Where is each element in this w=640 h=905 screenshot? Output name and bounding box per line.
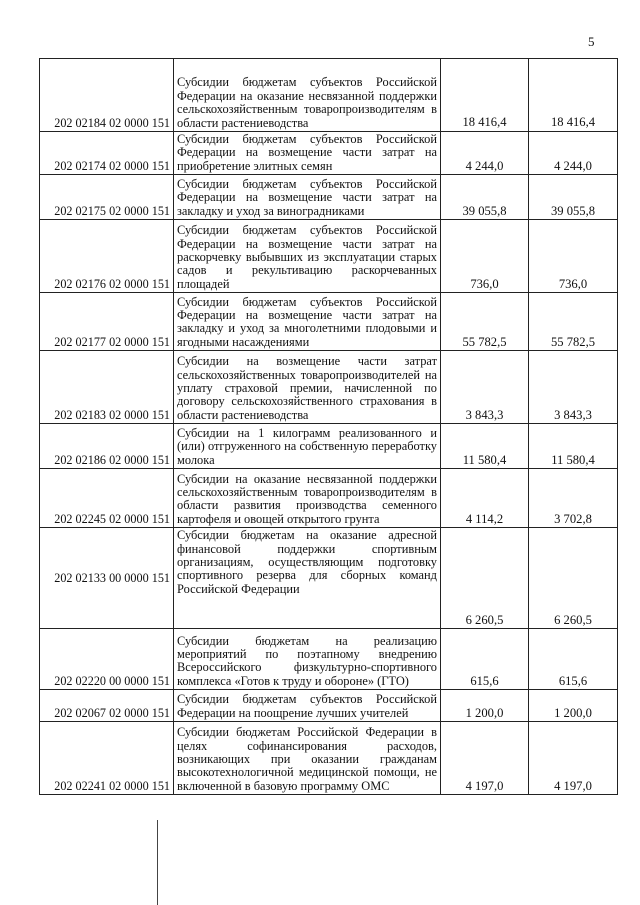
subsidy-name: Субсидии на возмещение части затрат сельскохозяйственных товаропроизводителей на уплату страховой премии, начисленной по договору сельскохозяйственного страхования в области растениеводства: [174, 351, 441, 424]
table-row: [40, 59, 618, 132]
subsidy-name: Субсидии бюджетам субъектов Российской Федерации на оказание несвязанной поддержки сельскохозяйственным товаропроизводителям в области растениеводства: [174, 59, 441, 132]
budget-code: 202 02067 02 0000 151: [40, 690, 174, 722]
subsidy-name: Субсидии бюджетам субъектов Российской Федерации на возмещение части затрат на закладку и уход за виноградниками: [174, 175, 441, 220]
amount-1: 4 244,0: [441, 132, 529, 175]
subsidy-name: Субсидии на оказание несвязанной поддержки сельскохозяйственным товаропроизводителям в области развития производства семенного картофеля и овощей открытого грунта: [174, 469, 441, 528]
amount-2: 55 782,5: [529, 293, 618, 351]
amount-2: 4 197,0: [529, 722, 618, 795]
subsidy-name: Субсидии бюджетам субъектов Российской Федерации на возмещение части затрат на приобретение элитных семян: [174, 132, 441, 175]
table-row: [40, 220, 618, 293]
subsidy-name: Субсидии бюджетам Российской Федерации в целях софинансирования расходов, возникающих при оказании гражданам высокотехнологичной медицинской помощи, не включенной в базовую программу ОМС: [174, 722, 441, 795]
table-row: [40, 351, 618, 424]
amount-2: 736,0: [529, 220, 618, 293]
amount-1: 736,0: [441, 220, 529, 293]
subsidy-name: Субсидии бюджетам на реализацию мероприятий по поэтапному внедрению Всероссийского физкультурно-спортивного комплекса «Готов к труду и обороне» (ГТО): [174, 629, 441, 690]
budget-code: 202 02245 02 0000 151: [40, 469, 174, 528]
budget-code: 202 02133 00 0000 151: [40, 528, 174, 629]
table-row: [40, 629, 618, 690]
table-row: [40, 424, 618, 469]
amount-1: 4 114,2: [441, 469, 529, 528]
amount-1: 11 580,4: [441, 424, 529, 469]
budget-code: 202 02175 02 0000 151: [40, 175, 174, 220]
subsidy-name: Субсидии бюджетам на оказание адресной финансовой поддержки спортивным организациям, осуществляющим подготовку спортивного резерва для сборных команд Российской Федерации: [174, 528, 441, 629]
budget-code: 202 02177 02 0000 151: [40, 293, 174, 351]
subsidy-name: Субсидии бюджетам субъектов Российской Федерации на поощрение лучших учителей: [174, 690, 441, 722]
budget-code: 202 02220 00 0000 151: [40, 629, 174, 690]
amount-2: 1 200,0: [529, 690, 618, 722]
amount-2: 4 244,0: [529, 132, 618, 175]
table-row: [40, 469, 618, 528]
budget-table: [39, 58, 618, 795]
subsidy-name: Субсидии на 1 килограмм реализованного и (или) отгруженного на собственную переработку молока: [174, 424, 441, 469]
amount-1: 39 055,8: [441, 175, 529, 220]
budget-code: 202 02241 02 0000 151: [40, 722, 174, 795]
budget-code: 202 02183 02 0000 151: [40, 351, 174, 424]
amount-1: 55 782,5: [441, 293, 529, 351]
table-row: [40, 690, 618, 722]
amount-2: 6 260,5: [529, 528, 618, 629]
column-rule-continuation: [157, 820, 158, 905]
table-row: [40, 528, 618, 629]
table-row: [40, 722, 618, 795]
amount-2: 18 416,4: [529, 59, 618, 132]
subsidy-name: Субсидии бюджетам субъектов Российской Федерации на возмещение части затрат на раскорчевку выбывших из эксплуатации старых садов и рекультивацию раскорчеванных площадей: [174, 220, 441, 293]
budget-code: 202 02184 02 0000 151: [40, 59, 174, 132]
amount-1: 1 200,0: [441, 690, 529, 722]
table-row: [40, 132, 618, 175]
amount-1: 6 260,5: [441, 528, 529, 629]
amount-2: 11 580,4: [529, 424, 618, 469]
amount-1: 615,6: [441, 629, 529, 690]
amount-2: 39 055,8: [529, 175, 618, 220]
page-number: 5: [588, 34, 595, 49]
amount-1: 18 416,4: [441, 59, 529, 132]
budget-code: 202 02176 02 0000 151: [40, 220, 174, 293]
amount-2: 3 843,3: [529, 351, 618, 424]
budget-code: 202 02186 02 0000 151: [40, 424, 174, 469]
amount-1: 3 843,3: [441, 351, 529, 424]
budget-code: 202 02174 02 0000 151: [40, 132, 174, 175]
amount-2: 615,6: [529, 629, 618, 690]
amount-2: 3 702,8: [529, 469, 618, 528]
subsidy-name: Субсидии бюджетам субъектов Российской Федерации на возмещение части затрат на закладку и уход за многолетними плодовыми и ягодными насаждениями: [174, 293, 441, 351]
table-row: [40, 175, 618, 220]
amount-1: 4 197,0: [441, 722, 529, 795]
table-row: [40, 293, 618, 351]
